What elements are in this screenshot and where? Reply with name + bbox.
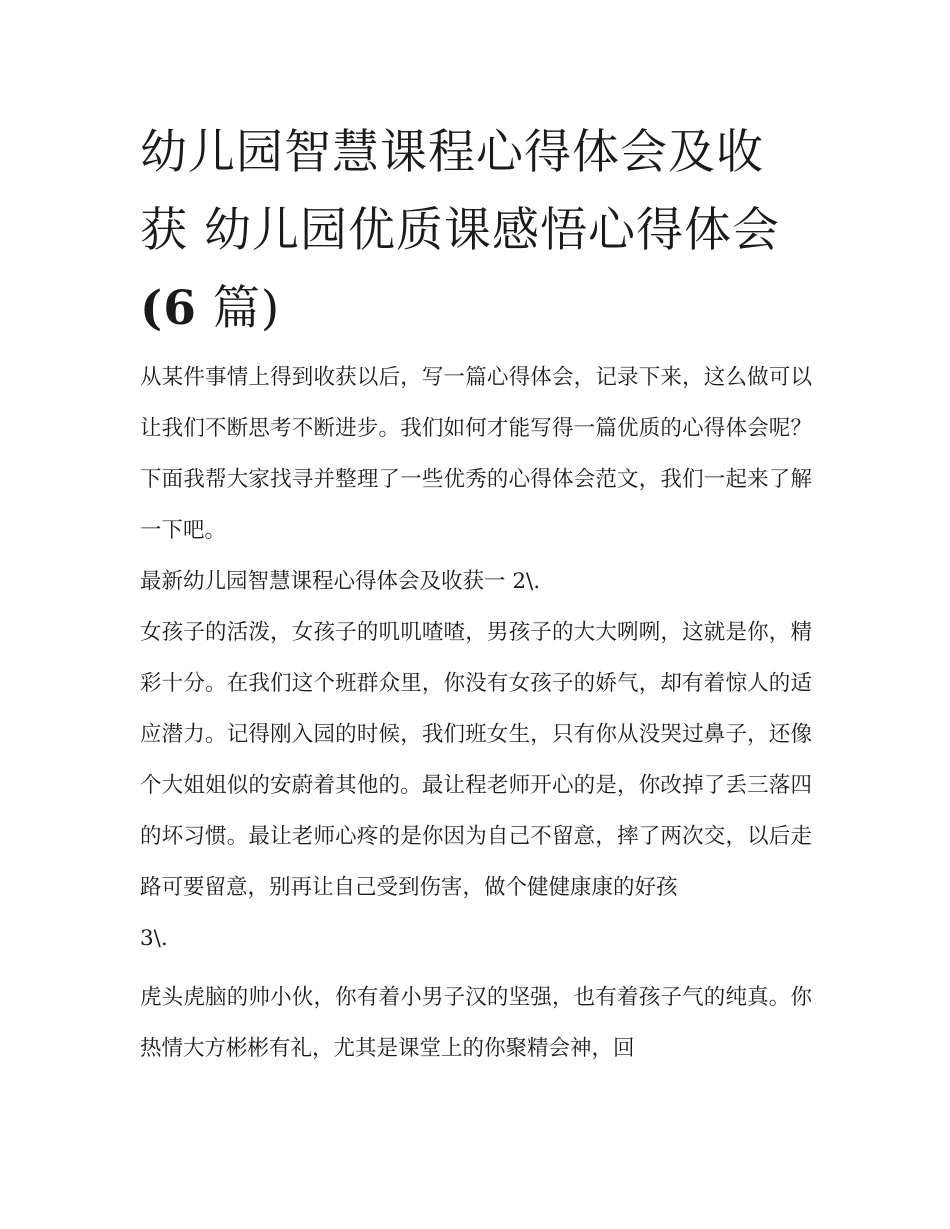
title-count-suffix: 篇) — [196, 281, 281, 336]
body-paragraph-1: 女孩子的活泼，女孩子的叽叽喳喳，男孩子的大大咧咧，这就是你，精彩十分。在我们这个班群众里，你没有女孩子的娇气，却有着惊人的适应潜力。记得刚入园的时候，我们班女生，只有你从没哭过鼻子，还像个大姐姐似的安蔚着其他的。最让程老师开心的是，你改掉了丢三落四的坏习惯。最让老师心疼的是你因为自己不留意，摔了两次交，以后走路可要留意，别再让自己受到伤害，做个健健康康的好孩 — [140, 620, 812, 900]
section-number-3: 3\. — [140, 926, 168, 951]
body-paragraph-2: 虎头虎脑的帅小伙，你有着小男子汉的坚强，也有着孩子气的纯真。你热情大方彬彬有礼，尤其是课堂上的你聚精会神，回 — [140, 985, 812, 1061]
title-line-1: 幼儿园智慧课程心得体会及收 — [140, 125, 764, 180]
document-body — [140, 352, 812, 1074]
section-heading-1: 最新幼儿园智慧课程心得体会及收获一 2\. — [140, 569, 541, 594]
document-title — [140, 114, 830, 348]
intro-paragraph: 从某件事情上得到收获以后，写一篇心得体会，记录下来，这么做可以让我们不断思考不断进步。我们如何才能写得一篇优质的心得体会呢？下面我帮大家找寻并整理了一些优秀的心得体会范文，我们一起来了解一下吧。 — [140, 365, 812, 543]
title-line-2: 获 幼儿园优质课感悟心得体会 — [140, 203, 780, 258]
title-count: (6 — [140, 281, 197, 336]
